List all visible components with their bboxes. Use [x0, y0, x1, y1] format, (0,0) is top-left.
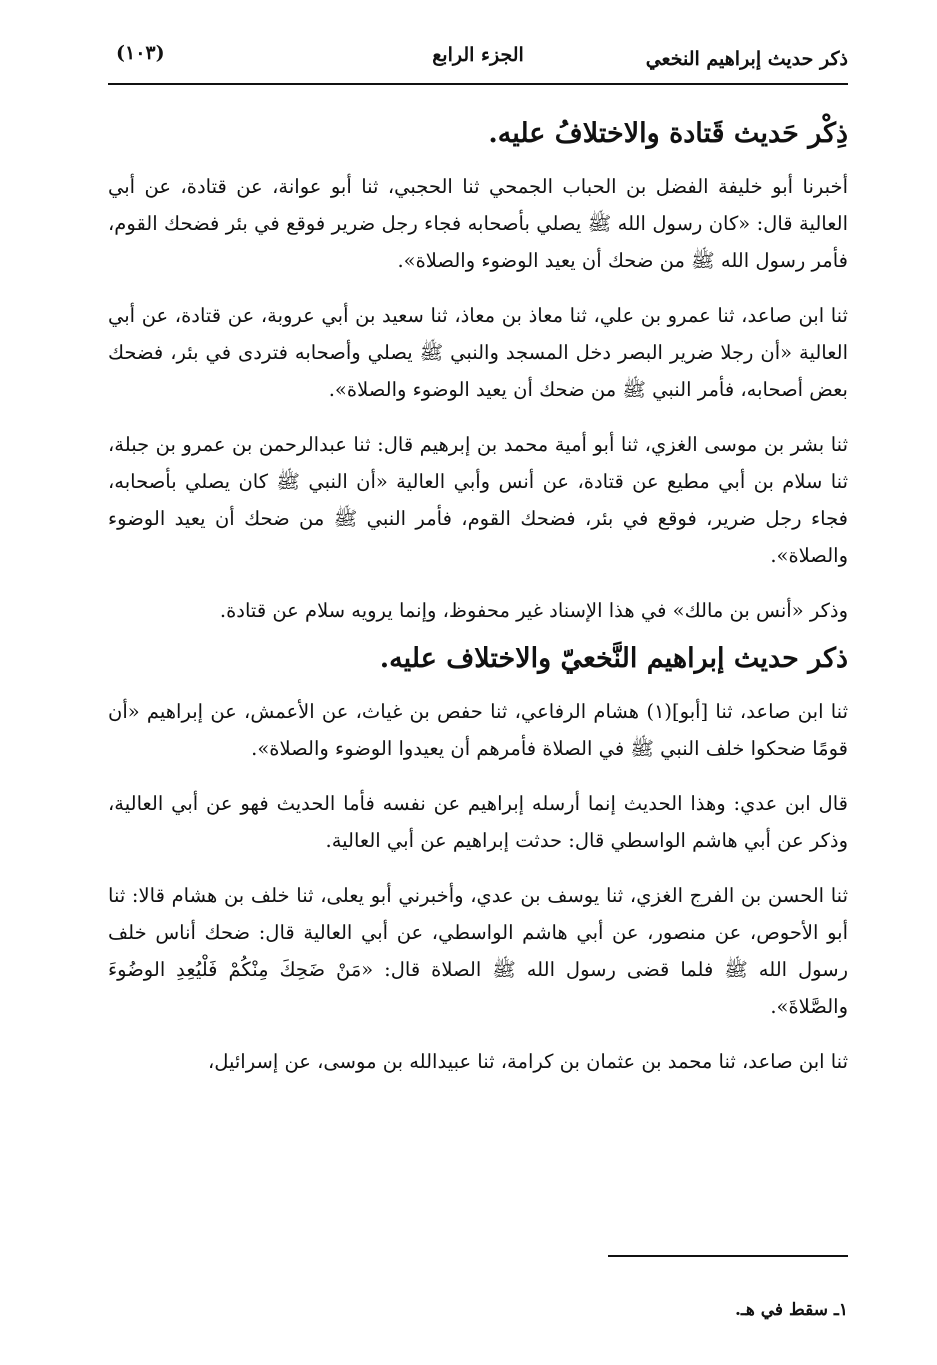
footnote: ١ـ سقط في هـ.: [734, 1300, 848, 1320]
section-heading-nakhai: ذكر حديث إبراهيم النَّخعيّ والاختلاف عليه.: [379, 643, 848, 674]
paragraph: ثنا الحسن بن الفرج الغزي، ثنا يوسف بن عدي، وأخبرني أبو يعلى، ثنا خلف بن هشام قالا: ثنا أبو الأحوص، عن منصور، عن أبي هاشم الواسطي، عن أبي العالية قال: ضحك أناس خلف رسول الله ﷺ فلما قضى رسول الله ﷺ الصلاة قال: «مَنْ ضَحِكَ مِنْكُمْ فَلْيُعِدِ الوضُوءَ والصَّلاةَ».: [108, 884, 848, 1018]
paragraph: أخبرنا أبو خليفة الفضل بن الحباب الجمحي ثنا الحجبي، ثنا أبو عوانة، عن قتادة، عن أبي العالية قال: «كان رسول الله ﷺ يصلي بأصحابه فجاء رجل ضرير فوقع في بئر فضحك القوم، فأمر رسول الله ﷺ من ضحك أن يعيد الوضوء والصلاة».: [108, 175, 848, 272]
page-number: (١٠٣): [116, 42, 165, 64]
footnote-rule: [608, 1255, 848, 1257]
paragraph: ثنا ابن صاعد، ثنا محمد بن عثمان بن كرامة، ثنا عبيدالله بن موسى، عن إسرائيل،: [207, 1050, 848, 1073]
paragraph: ثنا ابن صاعد، ثنا عمرو بن علي، ثنا معاذ بن معاذ، ثنا سعيد بن أبي عروبة، عن قتادة، عن أبي العالية «أن رجلا ضرير البصر دخل المسجد والنبي ﷺ يصلي وأصحابه فتردى في بئر، فضحك بعض أصحابه، فأمر النبي ﷺ من ضحك أن يعيد الوضوء والصلاة».: [108, 304, 848, 401]
section-heading-qatada: ذِكْر حَديث قَتادة والاختلافُ عليه.: [488, 118, 848, 149]
running-header: [108, 36, 848, 76]
paragraph: وذكر «أنس بن مالك» في هذا الإسناد غير محفوظ، وإنما يرويه سلام عن قتادة.: [219, 599, 848, 622]
paragraph: ثنا ابن صاعد، ثنا [أبو](١) هشام الرفاعي، ثنا حفص بن غياث، عن الأعمش، عن إبراهيم «أن قومًا ضحكوا خلف النبي ﷺ في الصلاة فأمرهم أن يعيدوا الوضوء والصلاة».: [108, 700, 848, 760]
paragraph: قال ابن عدي: وهذا الحديث إنما أرسله إبراهيم عن نفسه فأما الحديث فهو عن أبي العالية، وذكر عن أبي هاشم الواسطي قال: حدثت إبراهيم عن أبي العالية.: [108, 792, 848, 852]
header-chapter-title: ذكر حديث إبراهيم النخعي: [645, 48, 848, 70]
page-body: [108, 108, 848, 1098]
header-volume: الجزء الرابع: [432, 44, 524, 66]
paragraph: ثنا بشر بن موسى الغزي، ثنا أبو أمية محمد بن إبرهيم قال: ثنا عبدالرحمن بن عمرو بن جبلة، ثنا سلام بن أبي مطيع عن قتادة، عن أنس وأبي العالية «أن النبي ﷺ كان يصلي بأصحابه، فجاء رجل ضرير، فوقع في بئر، فضحك القوم، فأمر النبي ﷺ من ضحك أن يعيد الوضوء والصلاة».: [108, 433, 848, 567]
header-rule: [108, 83, 848, 85]
